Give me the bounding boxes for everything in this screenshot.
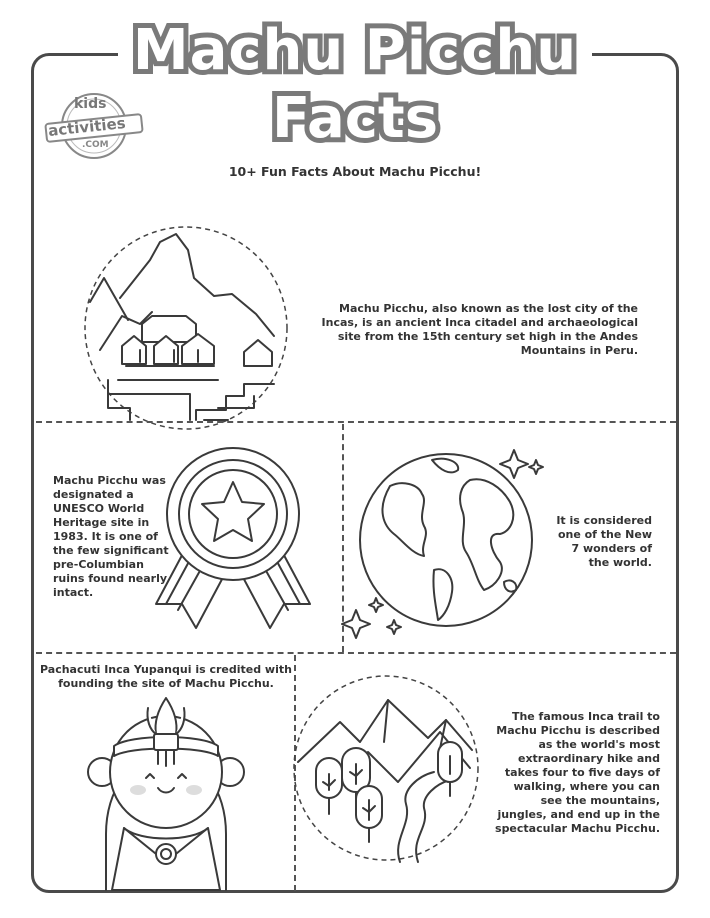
mountain-trail-icon xyxy=(288,672,484,868)
fact-1-text: Machu Picchu, also known as the lost city of the Incas, is an ancient Inca citadel and archaeological site from the 15th century set high in the Andes Mountains in Peru. xyxy=(321,302,638,357)
section-divider-1 xyxy=(36,421,676,423)
column-divider-1 xyxy=(342,424,344,652)
kids-activities-logo xyxy=(44,88,144,164)
award-ribbon-icon xyxy=(148,444,318,640)
section-divider-2 xyxy=(36,652,676,654)
page-title-line2: Facts xyxy=(271,86,439,151)
logo-text-activities: activities xyxy=(47,113,127,141)
fact-4-text: Pachacuti Inca Yupanqui is credited with founding the site of Machu Picchu. xyxy=(40,663,292,690)
page-subtitle: 10+ Fun Facts About Machu Picchu! xyxy=(228,164,482,179)
fact-2-text: Machu Picchu was designated a UNESCO World Heritage site in 1983. It is one of the few significant pre-Columbian ruins found nearly intact. xyxy=(53,474,169,599)
page-title-line1: Machu Picchu xyxy=(132,18,578,83)
inca-king-icon xyxy=(84,694,248,890)
logo-text-kids: kids xyxy=(74,96,107,112)
logo-text-com: .COM xyxy=(82,140,109,150)
fact-3-text: It is considered one of the New 7 wonders of the world. xyxy=(556,514,652,569)
globe-icon xyxy=(350,440,560,640)
mountain-city-icon xyxy=(78,220,294,436)
fact-5-text: The famous Inca trail to Machu Picchu is described as the world's most extraordinary hike and takes four to five days of walking, where you can see the mountains, jungles, and end up in the spectacular Machu Picchu. xyxy=(495,710,660,835)
